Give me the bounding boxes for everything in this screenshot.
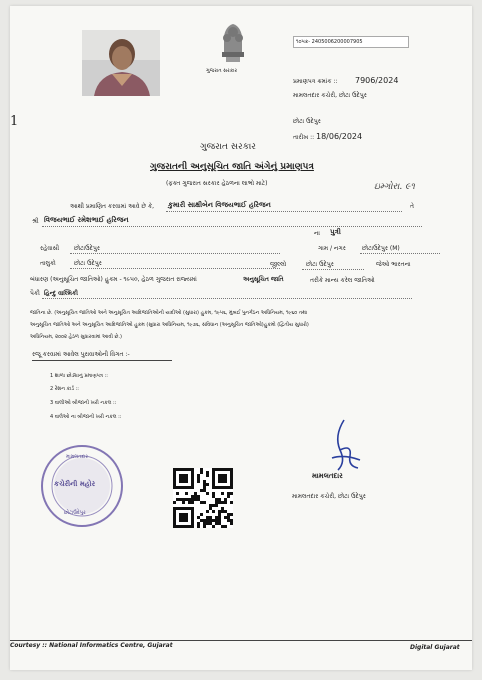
proof-item-4: 4 વાલેઓ ના બીજાની ખરી નકલ :: (50, 414, 122, 420)
state-emblem-icon (208, 18, 258, 68)
signature-mark (320, 416, 370, 476)
caste-type: અનુસૂચિત જાતિ (243, 276, 284, 283)
proof-item-1: 1 શાળા છોડ્યાનું પ્રમાણપત્ર :: (50, 373, 108, 379)
father-name: વિજયભાઈ રમેશભાઈ હરિજન (44, 216, 129, 224)
handwritten-note: ઇમ્ગોરા. ૯૧ (374, 182, 415, 192)
proof-item-3: 3 વાલીઓ બીજાની ખરી નકલ :: (50, 400, 117, 406)
gov-title: ગુજરાત સરકાર (200, 142, 256, 152)
signatory-office: મામલતદાર કચેરી, છોટા ઉદેપુર (292, 493, 366, 500)
certify-text: આથી પ્રમાણિત કરવામાં આવે છે કે, (70, 203, 155, 210)
portrait-image (82, 30, 160, 96)
qr-code (173, 467, 233, 529)
village-label: ગામ / નગર (318, 245, 346, 252)
relation-label: ના (314, 230, 320, 237)
proofs-heading: રજૂ કરવામાં આવેલ પુરાવાઓની વિગત :- (32, 351, 130, 358)
caste-value: હિન્દુ વાલ્મિકી (44, 290, 78, 297)
district-value: છોટા ઉદેપુર (306, 261, 334, 268)
seal-main-text: કચેરીની મહોર (54, 480, 96, 488)
certificate-title: ગુજરાતની અનુસૂચિત જાતિ અંગેનું પ્રમાણપત્ર (150, 162, 314, 172)
footer-courtesy: Courtesy :: National Informatics Centre, Gujarat (10, 642, 173, 649)
legal-para-1: જાતિના છે. (અનુસૂચિત જાતિઓ અને અનુસૂચિત આદિજાતિઓની યાદીઓ (સુધારા) હુકમ, ૧૯૫૬, મુંબઈ પુનર્ગઠન અધિનિયમ, ૧૯૬૦ તથા (30, 310, 308, 316)
cert-no-label: પ્રમાણપત્ર ક્રમાંક :: (293, 78, 338, 85)
proof-item-2: 2 રેશન કાર્ડ :: (50, 386, 79, 392)
resident-label: રહેવાસી (40, 245, 60, 252)
relation-value: પુત્રી (330, 228, 341, 236)
taluka-label: તાલુકો (40, 260, 56, 267)
district-label: જીલ્લો (270, 261, 287, 268)
office-seal (40, 444, 124, 528)
footer-brand: Digital Gujarat (410, 644, 460, 651)
cert-no: 7906/2024 (355, 76, 399, 85)
barcode-box (293, 36, 409, 48)
place-header: છોટા ઉદેપુર (293, 118, 321, 125)
applicant-photo (82, 30, 160, 96)
legal-para-3: અધિનિયમ, ૨૦૦૨ હેઠળ સુધારવામાં આવી છે.) (30, 334, 122, 340)
date-value: 18/06/2024 (316, 132, 363, 141)
caste-label: પૈકી (30, 290, 40, 297)
barcode-text: ૧૦૫ક્ર- 2405006200007905 (296, 39, 363, 45)
taluka-value: છોટા ઉદેપુર (74, 260, 102, 267)
legal-para-2: અનુસૂચિત જાતિઓ અને અનુસૂચિત આદિજાતિઓ હુકમ (સુધારા અધિનિયમ, ૧૯૭૬, સંવિધાન (અનુસૂચિત જાતિઓ)હુકમો (દ્વિતીય સુધારો) (30, 322, 309, 328)
applicant-name: કુમારી સાક્ષીબેન વિજયભાઈ હરિજન (168, 201, 271, 209)
office-header: મામલતદાર કચેરી, છોટા ઉદેપુર (293, 92, 367, 99)
certificate-subtitle: (ફક્ત ગુજરાત સરકાર હેઠળના લાભો માટે) (166, 180, 268, 187)
margin-mark: 1 (10, 114, 19, 129)
caste-tail: તરીકે માન્ય કરેલ જાતિઓ (310, 277, 375, 284)
village-value: છોટાઉદેપુર (M) (362, 245, 400, 252)
shri-prefix: શ્રી (32, 218, 39, 225)
order-text: બંધારણ (અનુસૂચિત જાતિઓ) હુકમ - ૧૯૫૦, હેઠળ ગુજરાત રાજ્યમાં (30, 276, 197, 283)
name-suffix: તે (410, 203, 414, 210)
state-label: જેઓ ભારતના (376, 261, 411, 268)
certificate-page (10, 6, 472, 670)
signatory-title: મામલતદાર (312, 472, 343, 480)
seal-ring-text: મામલતદાર (66, 454, 88, 460)
emblem-caption: ગુજરાત સરકાર (206, 68, 238, 74)
seal-bottom-text: છોટાઉદેપુર (64, 510, 86, 516)
date-label: તારીખ :: (293, 134, 315, 141)
resident-value: છોટાઉદેપુર (74, 245, 100, 252)
